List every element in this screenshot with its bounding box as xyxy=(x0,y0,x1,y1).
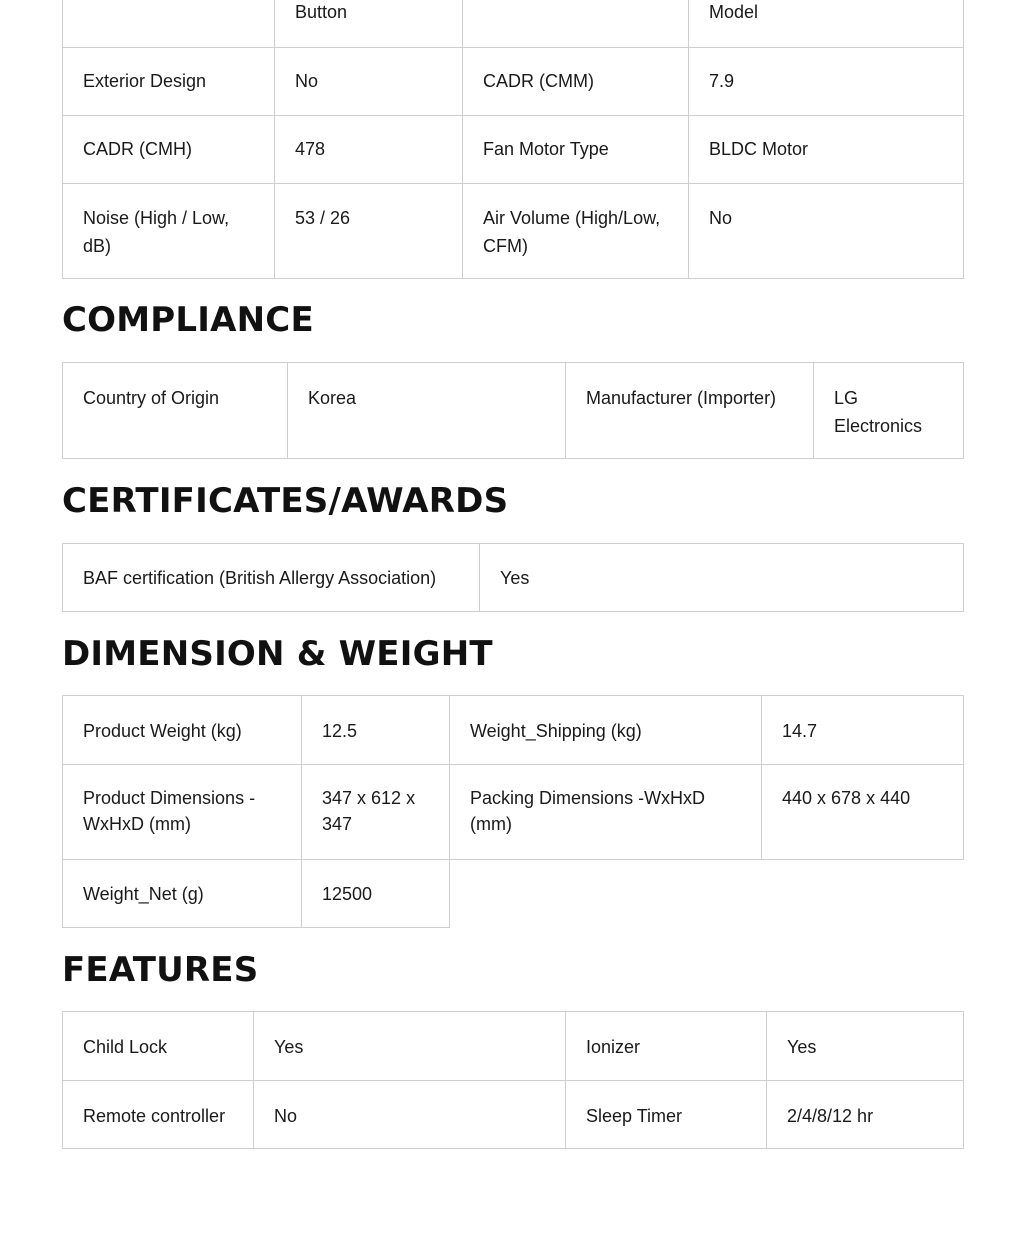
table-row xyxy=(63,116,964,184)
table-cell-value: 440 x 678 x 440 xyxy=(762,765,964,860)
table-cell-value: No xyxy=(275,48,463,116)
table-cell-value: No xyxy=(689,184,964,279)
table-cell-label: Weight_Shipping (kg) xyxy=(450,696,762,765)
table-row xyxy=(63,48,964,116)
table-cell-label: Packing Dimensions -WxHxD (mm) xyxy=(450,765,762,860)
table-cell-label: CADR (CMH) xyxy=(63,116,275,184)
table-cell-label: Air Volume (High/Low, CFM) xyxy=(463,184,689,279)
table-cell-value: Yes xyxy=(767,1012,964,1081)
table-cell-label: Product Weight (kg) xyxy=(63,696,302,765)
table-cell-label: Noise (High / Low, dB) xyxy=(63,184,275,279)
table-cell-value: 14.7 xyxy=(762,696,964,765)
table-cell-label: CADR (CMM) xyxy=(463,48,689,116)
table-cell-label xyxy=(463,0,689,48)
table-cell-label xyxy=(63,0,275,48)
table-cell-label: Ionizer xyxy=(566,1012,767,1081)
compliance-table xyxy=(62,362,964,459)
certificates-table xyxy=(62,543,964,612)
table-cell-label: Child Lock xyxy=(63,1012,254,1081)
section-title-dimension-weight: DIMENSION & WEIGHT xyxy=(62,634,493,674)
table-row xyxy=(63,765,964,860)
section-title-features: FEATURES xyxy=(62,950,259,990)
table-row xyxy=(63,0,964,48)
section-title-certificates: CERTIFICATES/AWARDS xyxy=(62,481,509,521)
table-cell-empty xyxy=(762,860,964,928)
table-cell-value: 53 / 26 xyxy=(275,184,463,279)
table-cell-label: Exterior Design xyxy=(63,48,275,116)
table-cell-value: 12.5 xyxy=(302,696,450,765)
table-cell-value: Yes xyxy=(480,544,964,612)
table-cell-value: Yes xyxy=(254,1012,566,1081)
table-cell-value: BLDC Motor xyxy=(689,116,964,184)
table-cell-label: Country of Origin xyxy=(63,363,288,459)
table-cell-label: Weight_Net (g) xyxy=(63,860,302,928)
table-cell-label: Sleep Timer xyxy=(566,1081,767,1149)
table-cell-empty xyxy=(450,860,762,928)
table-cell-label: Product Dimensions - WxHxD (mm) xyxy=(63,765,302,860)
table-row xyxy=(63,696,964,765)
table-cell-label: Manufacturer (Importer) xyxy=(566,363,814,459)
table-row xyxy=(63,1081,964,1149)
table-row xyxy=(63,860,964,928)
spec-table-top xyxy=(62,0,964,279)
table-cell-value: LG Electronics xyxy=(814,363,964,459)
table-row xyxy=(63,544,964,612)
table-row xyxy=(63,363,964,459)
table-cell-value: 7.9 xyxy=(689,48,964,116)
table-row xyxy=(63,184,964,279)
table-cell-label: Fan Motor Type xyxy=(463,116,689,184)
table-cell-value: Button xyxy=(275,0,463,48)
dimension-table xyxy=(62,695,964,928)
section-title-compliance: COMPLIANCE xyxy=(62,300,314,340)
table-cell-value: Model xyxy=(689,0,964,48)
table-row xyxy=(63,1012,964,1081)
table-cell-value: No xyxy=(254,1081,566,1149)
table-cell-label: BAF certification (British Allergy Association) xyxy=(63,544,480,612)
table-cell-value: 347 x 612 x 347 xyxy=(302,765,450,860)
table-cell-value: 2/4/8/12 hr xyxy=(767,1081,964,1149)
table-cell-value: 12500 xyxy=(302,860,450,928)
table-cell-value: Korea xyxy=(288,363,566,459)
table-cell-label: Remote controller xyxy=(63,1081,254,1149)
table-cell-value: 478 xyxy=(275,116,463,184)
features-table xyxy=(62,1011,964,1149)
